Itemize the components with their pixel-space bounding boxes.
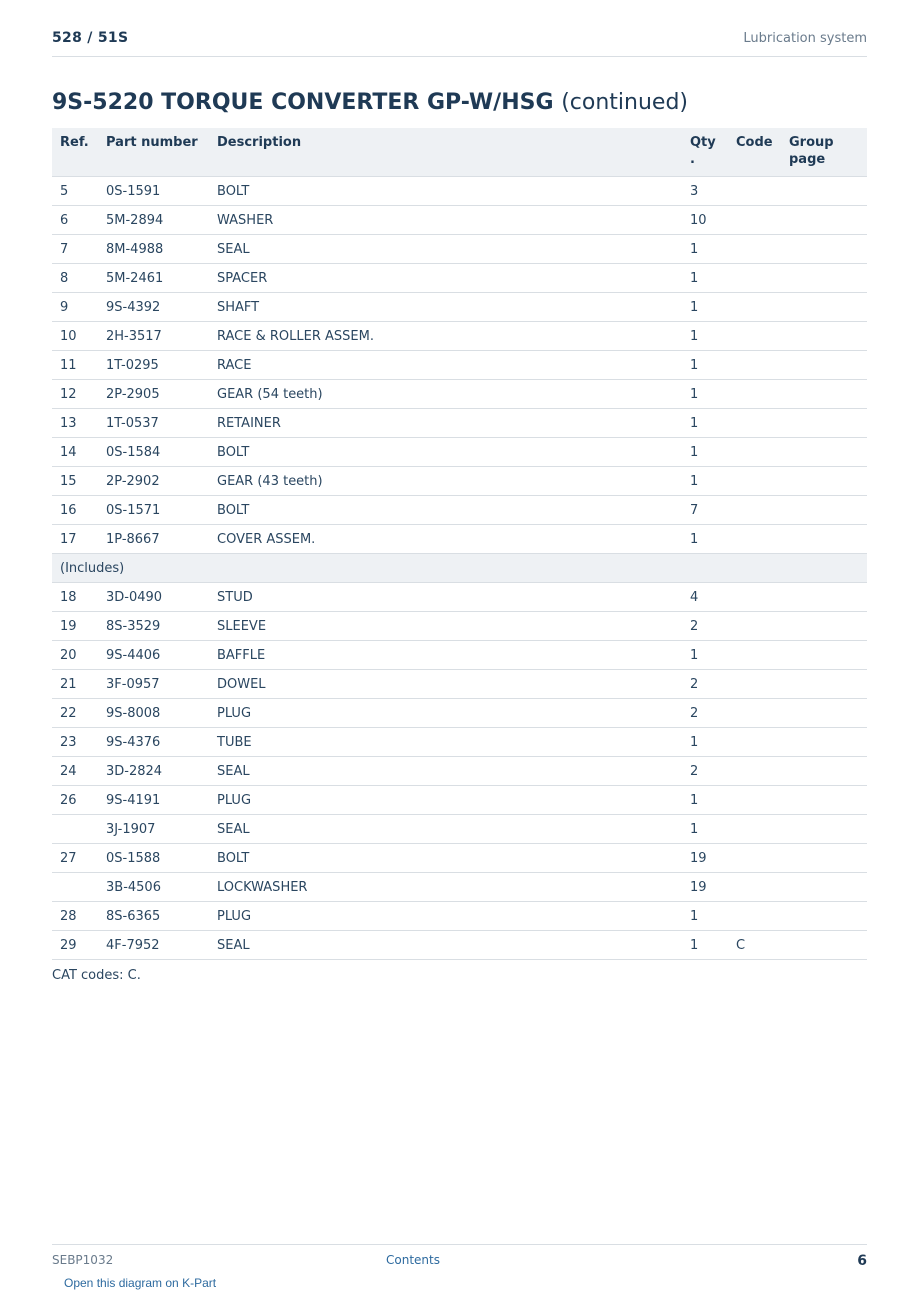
cell-ref: 7 xyxy=(52,235,98,264)
cell-code xyxy=(728,670,781,699)
cell-group-page xyxy=(781,670,867,699)
cell-part-number: 9S-4376 xyxy=(98,728,209,757)
cell-qty: 4 xyxy=(682,583,728,612)
cell-part-number: 5M-2894 xyxy=(98,206,209,235)
cell-group-page xyxy=(781,351,867,380)
cell-ref: 29 xyxy=(52,931,98,960)
cell-ref: 9 xyxy=(52,293,98,322)
cell-ref: 22 xyxy=(52,699,98,728)
table-row xyxy=(52,351,867,380)
cell-group-page xyxy=(781,525,867,554)
cell-group-page xyxy=(781,583,867,612)
cell-description: BAFFLE xyxy=(209,641,682,670)
cell-qty: 1 xyxy=(682,728,728,757)
cell-group-page xyxy=(781,264,867,293)
cell-qty: 19 xyxy=(682,873,728,902)
cell-qty: 7 xyxy=(682,496,728,525)
cell-group-page xyxy=(781,844,867,873)
table-row xyxy=(52,177,867,206)
cell-qty: 2 xyxy=(682,612,728,641)
page-title xyxy=(52,90,688,115)
header-ref: Ref. xyxy=(52,128,98,177)
cell-part-number: 9S-4406 xyxy=(98,641,209,670)
cell-ref xyxy=(52,815,98,844)
cell-group-page xyxy=(781,699,867,728)
cell-group-page xyxy=(781,496,867,525)
cell-group-page xyxy=(781,206,867,235)
cell-description: GEAR (43 teeth) xyxy=(209,467,682,496)
cell-group-page xyxy=(781,293,867,322)
cell-code xyxy=(728,873,781,902)
header-group-page-line2: page xyxy=(789,152,826,167)
cell-qty: 1 xyxy=(682,264,728,293)
cell-part-number: 9S-4392 xyxy=(98,293,209,322)
cell-description: BOLT xyxy=(209,177,682,206)
cell-qty: 2 xyxy=(682,699,728,728)
cell-part-number: 4F-7952 xyxy=(98,931,209,960)
cell-ref: 16 xyxy=(52,496,98,525)
cell-group-page xyxy=(781,177,867,206)
cell-code xyxy=(728,699,781,728)
open-diagram-link[interactable]: Open this diagram on K-Part xyxy=(64,1276,217,1290)
cell-code xyxy=(728,322,781,351)
cell-description: RETAINER xyxy=(209,409,682,438)
cell-part-number: 1T-0295 xyxy=(98,351,209,380)
cell-description: SEAL xyxy=(209,815,682,844)
cell-qty: 1 xyxy=(682,438,728,467)
cell-qty: 1 xyxy=(682,525,728,554)
cell-ref: 10 xyxy=(52,322,98,351)
cell-group-page xyxy=(781,757,867,786)
page-title-suffix: (continued) xyxy=(561,90,688,115)
cell-group-page xyxy=(781,380,867,409)
cell-part-number: 0S-1571 xyxy=(98,496,209,525)
cell-qty: 1 xyxy=(682,467,728,496)
cell-part-number: 3D-2824 xyxy=(98,757,209,786)
table-row xyxy=(52,409,867,438)
cell-group-page xyxy=(781,786,867,815)
table-row xyxy=(52,235,867,264)
cell-description: RACE & ROLLER ASSEM. xyxy=(209,322,682,351)
cell-description: BOLT xyxy=(209,844,682,873)
cell-description: PLUG xyxy=(209,902,682,931)
cell-group-page xyxy=(781,467,867,496)
cell-qty: 1 xyxy=(682,409,728,438)
cell-ref: 17 xyxy=(52,525,98,554)
cell-group-page xyxy=(781,641,867,670)
page-number: 6 xyxy=(857,1253,867,1269)
cell-code xyxy=(728,786,781,815)
table-row xyxy=(52,380,867,409)
cell-qty: 1 xyxy=(682,815,728,844)
cell-code xyxy=(728,525,781,554)
table-row xyxy=(52,206,867,235)
table-row xyxy=(52,728,867,757)
cell-code xyxy=(728,177,781,206)
table-row xyxy=(52,467,867,496)
cell-part-number: 0S-1591 xyxy=(98,177,209,206)
table-row xyxy=(52,757,867,786)
cell-code xyxy=(728,467,781,496)
cell-group-page xyxy=(781,438,867,467)
cell-description: GEAR (54 teeth) xyxy=(209,380,682,409)
cell-part-number: 0S-1584 xyxy=(98,438,209,467)
cell-qty: 1 xyxy=(682,902,728,931)
table-row xyxy=(52,496,867,525)
cell-group-page xyxy=(781,873,867,902)
cell-ref: 19 xyxy=(52,612,98,641)
cell-qty: 1 xyxy=(682,322,728,351)
cell-part-number: 2H-3517 xyxy=(98,322,209,351)
cell-code xyxy=(728,264,781,293)
group-label: (Includes) xyxy=(52,554,867,583)
cell-ref: 13 xyxy=(52,409,98,438)
cell-qty: 3 xyxy=(682,177,728,206)
contents-link[interactable]: Contents xyxy=(386,1253,440,1267)
table-row xyxy=(52,873,867,902)
page-footer xyxy=(52,1244,867,1275)
cell-ref: 6 xyxy=(52,206,98,235)
cell-description: SEAL xyxy=(209,235,682,264)
cell-description: PLUG xyxy=(209,699,682,728)
cell-part-number: 3F-0957 xyxy=(98,670,209,699)
cell-part-number: 3J-1907 xyxy=(98,815,209,844)
table-row xyxy=(52,438,867,467)
cell-qty: 19 xyxy=(682,844,728,873)
table-row xyxy=(52,322,867,351)
cell-qty: 1 xyxy=(682,235,728,264)
cat-codes-note: CAT codes: C. xyxy=(52,968,141,983)
cell-description: COVER ASSEM. xyxy=(209,525,682,554)
cell-description: BOLT xyxy=(209,438,682,467)
cell-part-number: 8S-3529 xyxy=(98,612,209,641)
cell-part-number: 0S-1588 xyxy=(98,844,209,873)
table-group-row xyxy=(52,554,867,583)
table-row xyxy=(52,264,867,293)
cell-qty: 2 xyxy=(682,670,728,699)
cell-group-page xyxy=(781,902,867,931)
cell-ref: 23 xyxy=(52,728,98,757)
cell-code xyxy=(728,235,781,264)
cell-group-page xyxy=(781,815,867,844)
table-row xyxy=(52,786,867,815)
cell-description: SLEEVE xyxy=(209,612,682,641)
cell-ref: 26 xyxy=(52,786,98,815)
parts-table xyxy=(52,128,867,960)
cell-description: LOCKWASHER xyxy=(209,873,682,902)
cell-ref: 12 xyxy=(52,380,98,409)
table-row xyxy=(52,641,867,670)
cell-ref: 15 xyxy=(52,467,98,496)
cell-ref: 27 xyxy=(52,844,98,873)
cell-code xyxy=(728,293,781,322)
cell-description: PLUG xyxy=(209,786,682,815)
cell-code xyxy=(728,815,781,844)
cell-code xyxy=(728,902,781,931)
model-label: 528 / 51S xyxy=(52,30,129,46)
cell-ref: 8 xyxy=(52,264,98,293)
cell-ref: 28 xyxy=(52,902,98,931)
table-row xyxy=(52,612,867,641)
cell-code xyxy=(728,496,781,525)
page-title-main: 9S-5220 TORQUE CONVERTER GP-W/HSG xyxy=(52,90,554,115)
cell-group-page xyxy=(781,235,867,264)
table-row xyxy=(52,525,867,554)
cell-code xyxy=(728,641,781,670)
cell-part-number: 1T-0537 xyxy=(98,409,209,438)
cell-code xyxy=(728,351,781,380)
cell-description: BOLT xyxy=(209,496,682,525)
cell-code xyxy=(728,612,781,641)
table-row xyxy=(52,815,867,844)
header-group-page xyxy=(781,128,867,177)
cell-description: TUBE xyxy=(209,728,682,757)
header-qty-line2: . xyxy=(690,152,695,167)
cell-part-number: 1P-8667 xyxy=(98,525,209,554)
cell-description: WASHER xyxy=(209,206,682,235)
cell-qty: 1 xyxy=(682,380,728,409)
document-id: SEBP1032 xyxy=(52,1253,114,1267)
cell-qty: 1 xyxy=(682,931,728,960)
cell-description: SHAFT xyxy=(209,293,682,322)
cell-ref xyxy=(52,873,98,902)
cell-group-page xyxy=(781,612,867,641)
cell-group-page xyxy=(781,409,867,438)
cell-part-number: 8S-6365 xyxy=(98,902,209,931)
cell-ref: 21 xyxy=(52,670,98,699)
cell-code xyxy=(728,757,781,786)
table-row xyxy=(52,699,867,728)
table-row xyxy=(52,931,867,960)
cell-description: SEAL xyxy=(209,757,682,786)
cell-ref: 14 xyxy=(52,438,98,467)
header-qty-line1: Qty xyxy=(690,135,716,150)
cell-qty: 2 xyxy=(682,757,728,786)
cell-qty: 1 xyxy=(682,293,728,322)
cell-qty: 1 xyxy=(682,351,728,380)
cell-description: DOWEL xyxy=(209,670,682,699)
table-row xyxy=(52,844,867,873)
cell-part-number: 3D-0490 xyxy=(98,583,209,612)
cell-ref: 20 xyxy=(52,641,98,670)
cell-code xyxy=(728,844,781,873)
cell-ref: 5 xyxy=(52,177,98,206)
cell-part-number: 2P-2905 xyxy=(98,380,209,409)
parts-table-body xyxy=(52,177,867,960)
table-row xyxy=(52,293,867,322)
cell-code: C xyxy=(728,931,781,960)
cell-ref: 24 xyxy=(52,757,98,786)
cell-part-number: 9S-4191 xyxy=(98,786,209,815)
table-row xyxy=(52,670,867,699)
page-header xyxy=(52,28,867,57)
cell-code xyxy=(728,409,781,438)
table-row xyxy=(52,583,867,612)
cell-part-number: 8M-4988 xyxy=(98,235,209,264)
header-qty xyxy=(682,128,728,177)
cell-qty: 1 xyxy=(682,641,728,670)
table-row xyxy=(52,902,867,931)
cell-ref: 11 xyxy=(52,351,98,380)
cell-part-number: 3B-4506 xyxy=(98,873,209,902)
cell-part-number: 2P-2902 xyxy=(98,467,209,496)
section-label: Lubrication system xyxy=(743,31,867,46)
header-code: Code xyxy=(728,128,781,177)
cell-code xyxy=(728,380,781,409)
cell-ref: 18 xyxy=(52,583,98,612)
cell-description: SPACER xyxy=(209,264,682,293)
cell-qty: 1 xyxy=(682,786,728,815)
cell-description: RACE xyxy=(209,351,682,380)
cell-group-page xyxy=(781,728,867,757)
cell-code xyxy=(728,728,781,757)
cell-code xyxy=(728,206,781,235)
cell-description: SEAL xyxy=(209,931,682,960)
header-group-page-line1: Group xyxy=(789,135,834,150)
cell-qty: 10 xyxy=(682,206,728,235)
header-description: Description xyxy=(209,128,682,177)
cell-code xyxy=(728,583,781,612)
cell-part-number: 9S-8008 xyxy=(98,699,209,728)
cell-code xyxy=(728,438,781,467)
cell-part-number: 5M-2461 xyxy=(98,264,209,293)
cell-description: STUD xyxy=(209,583,682,612)
table-header-row xyxy=(52,128,867,177)
cell-group-page xyxy=(781,931,867,960)
header-part-number: Part number xyxy=(98,128,209,177)
cell-group-page xyxy=(781,322,867,351)
